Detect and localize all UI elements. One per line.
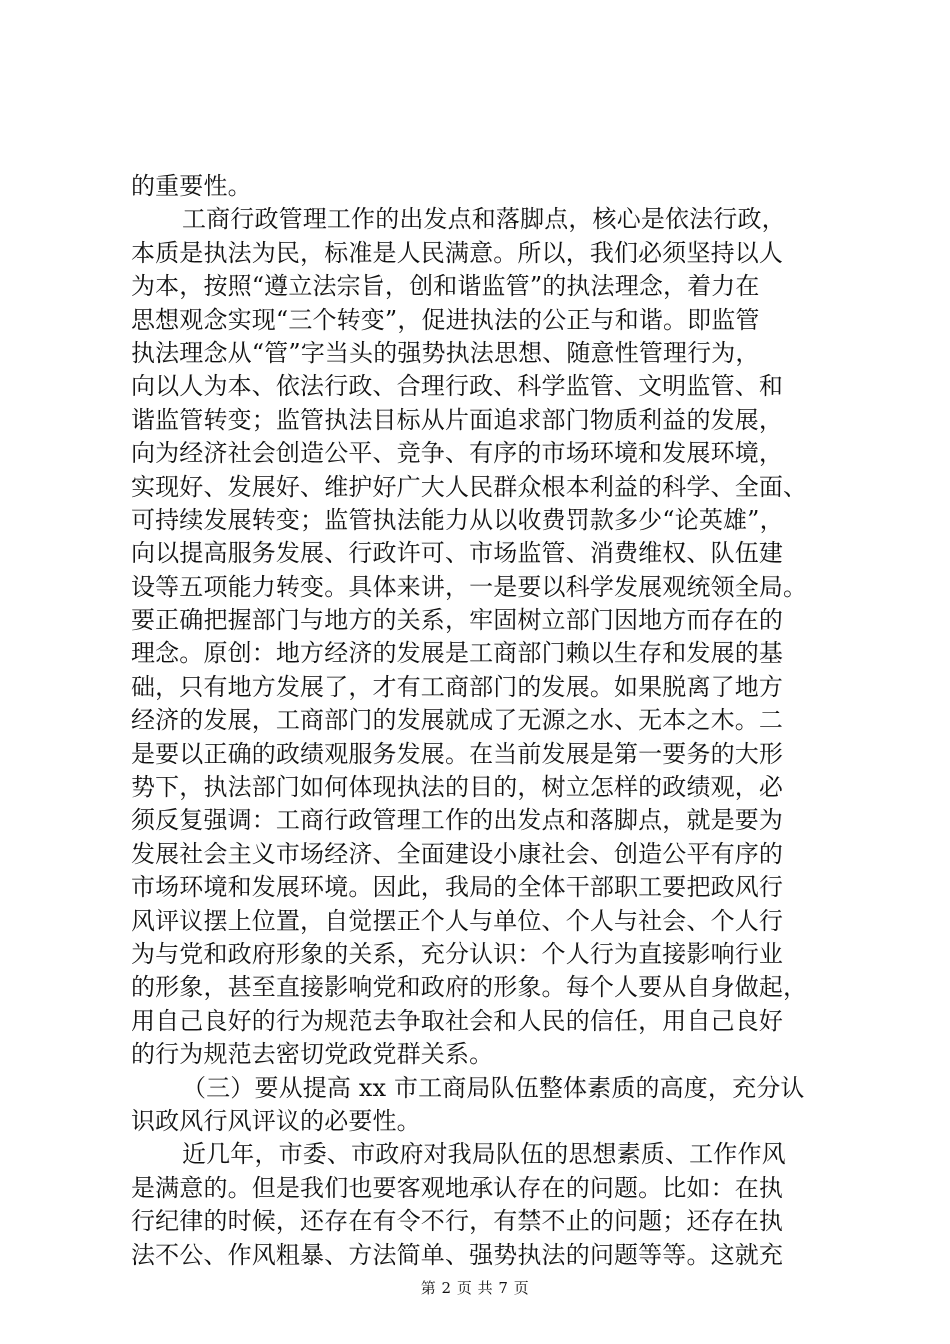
text-line: （三）要从提高 xx 市工商局队伍整体素质的高度，充分认 [182, 1073, 805, 1102]
text-line: 执法理念从“管”字当头的强势执法思想、随意性管理行为， [131, 338, 760, 367]
text-line: 是要以正确的政绩观服务发展。在当前发展是第一要务的大形 [131, 739, 784, 768]
text-line: 向以提高服务发展、行政许可、市场监管、消费维权、队伍建 [131, 539, 784, 568]
text-line: 市场环境和发展环境。因此，我局的全体干部职工要把政风行 [131, 873, 784, 902]
text-line: 用自己良好的行为规范去争取社会和人民的信任，用自己良好 [131, 1006, 784, 1035]
page-number-footer: 第 2 页 共 7 页 [420, 1279, 530, 1297]
text-line: 经济的发展，工商部门的发展就成了无源之水、无本之木。二 [131, 706, 784, 735]
text-line: 可持续发展转变；监管执法能力从以收费罚款多少“论英雄”， [131, 505, 784, 534]
text-line: 法不公、作风粗暴、方法简单、强势执法的问题等等。这就充 [131, 1240, 784, 1269]
text-line: 设等五项能力转变。具体来讲，一是要以科学发展观统领全局。 [131, 572, 808, 601]
text-line: 工商行政管理工作的出发点和落脚点，核心是依法行政， [182, 205, 786, 234]
text-line: 是满意的。但是我们也要客观地承认存在的问题。比如：在执 [131, 1173, 784, 1202]
text-line: 风评议摆上位置，自觉摆正个人与单位、个人与社会、个人行 [131, 906, 784, 935]
text-line: 实现好、发展好、维护好广大人民群众根本利益的科学、全面、 [131, 472, 808, 501]
text-line: 近几年，市委、市政府对我局队伍的思想素质、工作作风 [182, 1140, 786, 1169]
text-line: 行纪律的时候，还存在有令不行，有禁不止的问题；还存在执 [131, 1207, 784, 1236]
text-line: 本质是执法为民，标准是人民满意。所以，我们必须坚持以人 [131, 238, 784, 267]
text-line: 为本，按照“遵立法宗旨，创和谐监管”的执法理念，着力在 [131, 272, 760, 301]
text-line: 向为经济社会创造公平、竞争、有序的市场环境和发展环境， [131, 439, 784, 468]
text-line: 础，只有地方发展了，才有工商部门的发展。如果脱离了地方 [131, 672, 784, 701]
text-line: 的重要性。 [131, 172, 252, 200]
text-line: 的行为规范去密切党政党群关系。 [131, 1040, 494, 1069]
text-line: 识政风行风评议的必要性。 [131, 1106, 421, 1135]
text-line: 的形象，甚至直接影响党和政府的形象。每个人要从自身做起， [131, 973, 808, 1002]
text-line: 理念。原创：地方经济的发展是工商部门赖以生存和发展的基 [131, 639, 784, 668]
text-line: 须反复强调：工商行政管理工作的出发点和落脚点，就是要为 [131, 806, 784, 835]
text-line: 向以人为本、依法行政、合理行政、科学监管、文明监管、和 [131, 372, 784, 401]
text-line: 发展社会主义市场经济、全面建设小康社会、创造公平有序的 [131, 839, 784, 868]
document-body [131, 170, 831, 1272]
text-line: 势下，执法部门如何体现执法的目的，树立怎样的政绩观，必 [131, 773, 784, 802]
text-line: 要正确把握部门与地方的关系，牢固树立部门因地方而存在的 [131, 606, 784, 635]
text-line: 谐监管转变；监管执法目标从片面追求部门物质利益的发展， [131, 405, 784, 434]
text-line: 为与党和政府形象的关系，充分认识：个人行为直接影响行业 [131, 939, 784, 968]
text-line: 思想观念实现“三个转变”，促进执法的公正与和谐。即监管 [131, 305, 760, 334]
